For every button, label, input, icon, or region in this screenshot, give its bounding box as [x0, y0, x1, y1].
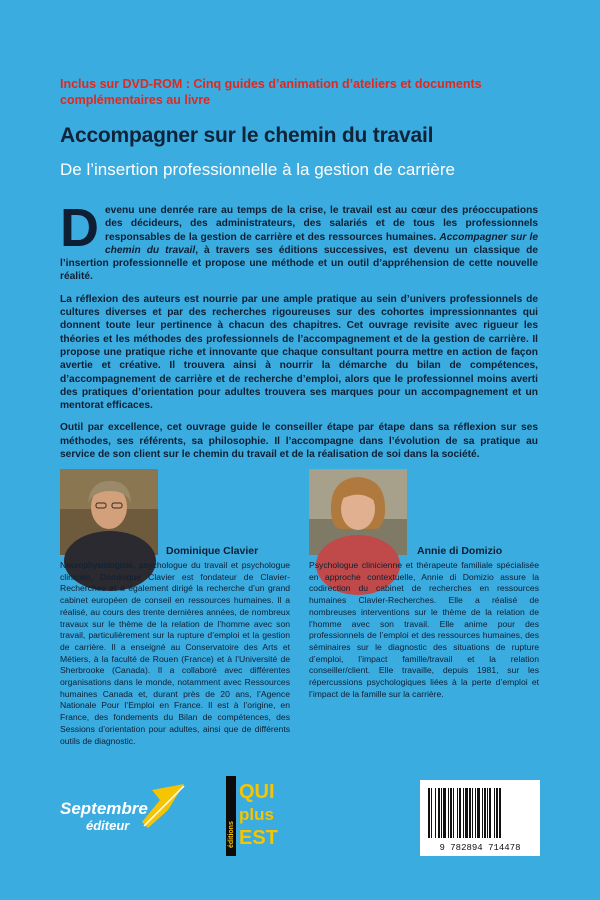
author-photo-annie	[309, 469, 407, 555]
plus-word: plus	[239, 805, 274, 824]
septembre-line1: Septembre	[60, 799, 148, 818]
qui-side-label: éditions	[228, 821, 235, 848]
qui-plus-est-logo	[226, 776, 278, 862]
dvd-note: Inclus sur DVD-ROM : Cinq guides d’animation d’ateliers et documents complémentaires au livre	[60, 77, 482, 107]
intro-text-1: evenu une denrée rare au temps de la crise, le travail est au cœur des préoccupations des décideurs, des administrateurs, des salariés et de tous les professionnels responsables de la gestion de carrière et des ressources humaines.	[105, 205, 538, 243]
author-name-dominique: Dominique Clavier	[166, 545, 259, 557]
est-word: EST	[239, 827, 278, 849]
drop-cap: D	[60, 198, 99, 258]
barcode-number: 9 782894 714478	[439, 843, 521, 853]
author-bio-annie: Psychologue clinicienne et thérapeute familiale spécialisée en approche contextuelle, Annie di Domizio assure la codirection du cabinet de recherches en ressources humaines Clavier-Recherches. Elle a réalisé de nombreuses interventions sur le thème de la relation de l’homme avec son travail. Elle anime pour des professionnels de l’emploi et des ressources humaines, des séminaires sur le diagnostic des situations de rupture d’emploi, l’impact famille/travail et la relation conseiller/client. Elle travaille, depuis 1981, sur les répercussions psychologiques liées à la perte d’emploi et l’impact de la famille sur la carrière.	[309, 560, 539, 699]
septembre-editeur-logo	[56, 780, 196, 850]
intro-paragraph	[60, 198, 539, 284]
author-bio-dominique: Neurophysiologiste, psychologue du travail et psychologue clinicien, Dominique Clavier est fondateur de Clavier-Recherches et a également dirigé la recherche d’un grand cabinet européen de conseil en ressources humaines. Il a réalisé, au cours des trente dernières années, de nombreux travaux sur le thème de la relation de l’homme avec son travail, particulièrement sur la rupture d’emploi et la gestion de carrière. Il a enseigné au Conservatoire des Arts et Métiers, à la faculté de Rouen (France) et à l’Université de Sherbrooke (Canada). Il a collaboré avec différentes organisations dans le monde, notamment avec Ressources humaines Canada et, durant près de 20 ans, l’Agence Nationale Pour l’Emploi en France. Il est à l’origine, en France, des fondements du Bilan de compétences, des Sessions d’orientation pour adultes, ainsi que de différents outils de diagnostic.	[60, 560, 290, 746]
intro-text-2: , à travers ses éditions successives, est devenu un classique de l’insertion professionnelle et propose une méthode et un outil d’appréhension de cette nouvelle réalité.	[60, 244, 539, 283]
paragraph-3: Outil par excellence, cet ouvrage guide le conseiller étape par étape dans sa réflexion sur ses méthodes, ses référents, sa philosophie. Il l’accompagne dans l’évolution de sa pratique au service de son client sur le chemin du travail et de la réalisation de soi dans la société.	[60, 422, 538, 461]
book-subtitle: De l’insertion professionnelle à la gestion de carrière	[60, 160, 455, 179]
author-photo-dominique	[60, 469, 158, 555]
intro-italic-title: Accompagner sur le chemin du travail	[105, 231, 538, 256]
book-title: Accompagner sur le chemin du travail	[60, 124, 434, 147]
barcode-bars	[428, 788, 501, 838]
isbn-barcode	[420, 780, 540, 856]
back-cover-text	[60, 198, 539, 470]
septembre-line2: éditeur	[86, 818, 130, 833]
paragraph-2: La réflexion des auteurs est nourrie par une ample pratique au sein d’univers professionnels de cultures diverses et par des recherches rigoureuses sur des cohortes impressionnantes qui donnent toute leur pertinence à chacun des chapitres. Cet ouvrage revisite avec rigueur les théories et les méthodes des professionnels de l’accompagnement et de la gestion de carrière. Il propose une pratique riche et innovante que chaque consultant pourra mettre en action de façon avertie et créative. Il trouvera ainsi à nourrir la démarche du bilan de compétences, d’accompagnement de carrière et de recherche d’emploi, alors que le professionnel moins averti des pratiques d’orientation pour adultes trouvera ses marques pour un accompagnement et un mentorat efficaces.	[60, 293, 538, 412]
author-name-annie: Annie di Domizio	[417, 545, 503, 557]
qui-word: QUI	[239, 781, 275, 803]
